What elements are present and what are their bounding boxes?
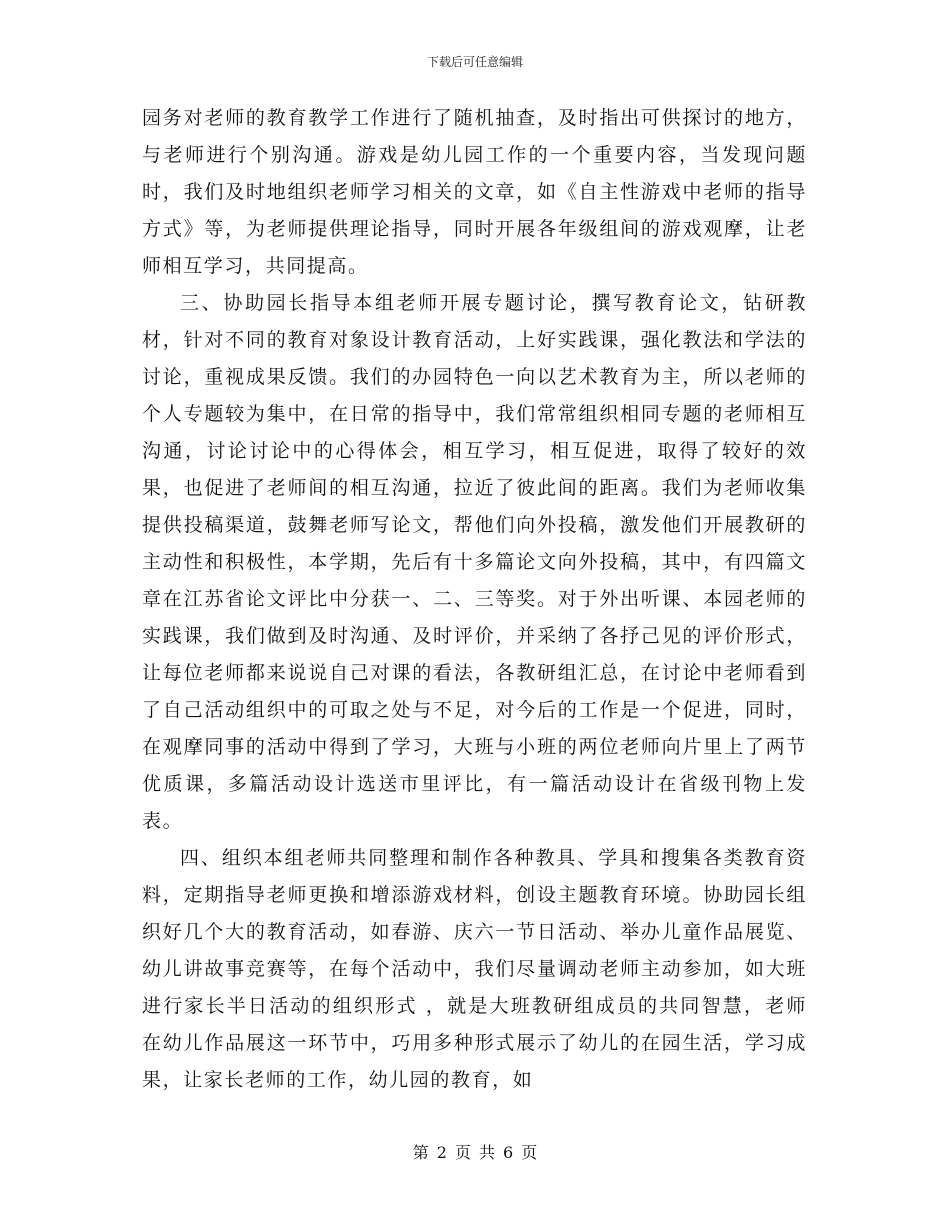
page-footer [0, 1142, 950, 1164]
page-label-suffix: 页 [521, 1143, 538, 1162]
paragraph-section-four: 四、组织本组老师共同整理和制作各种教具、学具和搜集各类教育资料，定期指导老师更换和增添游戏材料，创设主题教育环境。协助园长组织好几个大的教育活动，如春游、庆六一节日活动、举办儿童作品展览、幼儿讲故事竞赛等，在每个活动中，我们尽量调动老师主动参加，如大班进行家长半日活动的组织形式 ，就是大班教研组成员的共同智慧，老师在幼儿作品展这一环节中，巧用多种形式展示了幼儿的在园生活，学习成果，让家长老师的工作，幼儿园的教育，如 [142, 847, 807, 1091]
paragraph-continued: 园务对老师的教育教学工作进行了随机抽查，及时指出可供探讨的地方，与老师进行个别沟通。游戏是幼儿园工作的一个重要内容，当发现问题时，我们及时地组织老师学习相关的文章，如《自主性游戏中老师的指导方式》等，为老师提供理论指导，同时开展各年级组间的游戏观摩，让老师相互学习，共同提高。 [142, 107, 807, 277]
page-label-mid1: 页 [454, 1143, 471, 1162]
page-current-number: 2 [436, 1143, 447, 1162]
document-body [142, 100, 807, 1099]
page-total-number: 6 [503, 1143, 514, 1162]
page-label-mid2: 共 [479, 1143, 496, 1162]
paragraph-section-three: 三、协助园长指导本组老师开展专题讨论，撰写教育论文，钻研教材，针对不同的教育对象设计教育活动，上好实践课，强化教法和学法的讨论，重视成果反馈。我们的办园特色一向以艺术教育为主，所以老师的个人专题较为集中，在日常的指导中，我们常常组织相同专题的老师相互沟通，讨论讨论中的心得体会，相互学习，相互促进，取得了较好的效果，也促进了老师间的相互沟通，拉近了彼此间的距离。我们为老师收集提供投稿渠道，鼓舞老师写论文，帮他们向外投稿，激发他们开展教研的主动性和积极性，本学期，先后有十多篇论文向外投稿，其中，有四篇文章在江苏省论文评比中分获一、二、三等奖。对于外出听课、本园老师的实践课，我们做到及时沟通、及时评价，并采纳了各抒己见的评价形式，让每位老师都来说说自己对课的看法，各教研组汇总，在讨论中老师看到了自己活动组织中的可取之处与不足，对今后的工作是一个促进，同时，在观摩同事的活动中得到了学习，大班与小班的两位老师向片里上了两节优质课，多篇活动设计选送市里评比，有一篇活动设计在省级刊物上发表。 [142, 292, 807, 832]
page-header: 下载后可任意编辑 [426, 55, 523, 69]
page-label-prefix: 第 [412, 1143, 429, 1162]
